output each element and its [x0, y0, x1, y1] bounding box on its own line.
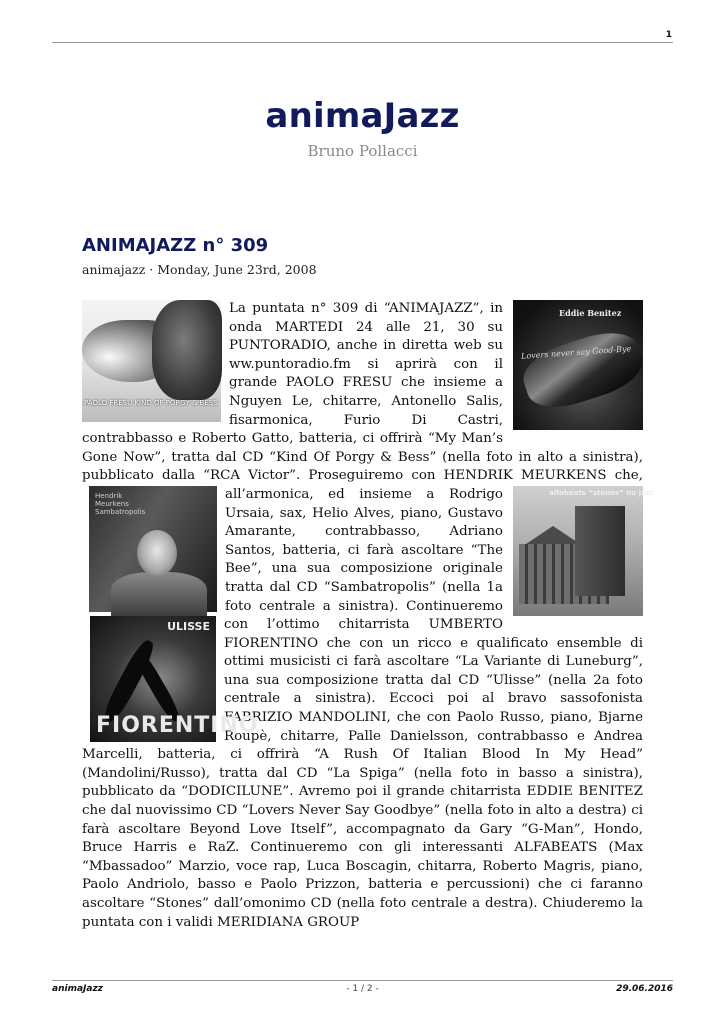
- site-author: Bruno Pollacci: [307, 142, 418, 160]
- album-artist: FIORENTINO: [96, 712, 259, 738]
- guitar-graphic: [517, 323, 650, 417]
- album-caption: alfabeats “stones” nu jazz: [549, 488, 654, 497]
- tower-graphic: [575, 506, 625, 596]
- page-number: 1: [665, 30, 672, 40]
- site-title[interactable]: animaJazz: [265, 96, 460, 136]
- album-cover-sambatropolis: [89, 486, 217, 612]
- post-title[interactable]: ANIMAJAZZ n° 309: [82, 235, 269, 256]
- paragraph-part-2: che, all’armonica, ed insieme a Rodrigo Ursaia, sax, Helio Alves, piano, Gustavo Amarante, contrabbasso, Adriano Santos, batteria, ci farà ascoltare “The Bee”, una sua composizione originale tratta dal CD “Sambatropolis” (nella 1a foto centrale a sinistra). Continueremo con l’ottimo chitarrista UMBERTO FIORENTINO che con un ricco e qualificato ensemble di ottimi musicisti ci farà ascoltare “La Variante di Luneburg”, una sua composizione tratta dal CD “Ulisse” (nella 2a foto centrale a sinistra). Eccoci poi al bravo sassofonista FABRIZIO MANDOLINI, che con Paolo Russo, piano, Bjarne Roupè, chitarre, Palle Danielsson, contrabbasso e Andrea Marcelli, batteria, ci offrirà “A Rush Of Italian Blood In My Head” (Mandolini/Russo), tratta dal CD “La Spiga” (nella foto in basso a sinistra), pubblicato da “DODICILUNE”. Avremo poi il grande chitarrista EDDIE BENITEZ che dal nuovissimo CD “Lovers Never Say Goodbye” (nella foto in alto a destra) ci farà ascoltare Beyond Love Itself”, accompagnato da Gary “G-Man”, Hondo, Bruce Harris e RaZ. Continueremo con gli interessanti ALFABEATS (Max “Mbassadoo” Marzio, voce rap, Luca Boscagin, chitarra, Roberto Magris, piano, Paolo Andriolo, basso e Paolo Prizzon, batteria e percussioni) che ci faranno ascoltare “Stones” dall’omonimo CD (nella foto centrale a destra). Chiuderemo la puntata con i validi MERIDIANA GROUP: [82, 468, 643, 930]
- footer-divider: [52, 980, 673, 981]
- album-cover-stones: [513, 486, 654, 616]
- post-content: [82, 300, 654, 932]
- post-meta: animajazz · Monday, June 23rd, 2008: [82, 262, 317, 277]
- album-cover-kind-of-porgy-and-bess: [82, 300, 221, 422]
- paragraph-part-1: La puntata n° 309 di “ANIMAJAZZ”, in onda MARTEDI 24 alle 21, 30 su PUNTORADIO, anche in diretta web su ww.puntoradio.fm si aprirà con il grande PAOLO FRESU che insieme a Nguyen Le, chitarre, Antonello Salis, fisarmonica, Furio Di Castri, contrabbasso e Roberto Gatto, batteria, ci offrirà “My Man’s Gone Now”, tratta dal CD “Kind Of Porgy & Bess” (nella foto in alto a sinistra), pubblicato dalla “RCA Victor”. Proseguiremo con HENDRIK MEURKENS: [82, 301, 643, 484]
- album-title: ULISSE: [167, 619, 210, 633]
- footer-page-count: - 1 / 2 -: [346, 984, 379, 994]
- album-caption: PAOLO FRESU KIND OF PORGY & BESS: [84, 399, 218, 408]
- header-divider: [52, 42, 673, 43]
- portrait-head: [137, 530, 177, 576]
- building-roof: [523, 526, 583, 546]
- album-title: Lovers never say Good-Bye: [520, 344, 632, 361]
- album-caption: Hendrik Meurkens Sambatropolis: [95, 491, 146, 516]
- portrait-body: [111, 572, 207, 616]
- portrait-graphic: [152, 300, 222, 400]
- footer-site-name: animaJazz: [52, 984, 103, 994]
- album-cover-lovers-never-say-goodbye: [513, 300, 643, 430]
- footer-date: 29.06.2016: [616, 984, 673, 994]
- album-artist: Eddie Benitez: [559, 308, 622, 318]
- album-cover-ulisse: [90, 616, 259, 742]
